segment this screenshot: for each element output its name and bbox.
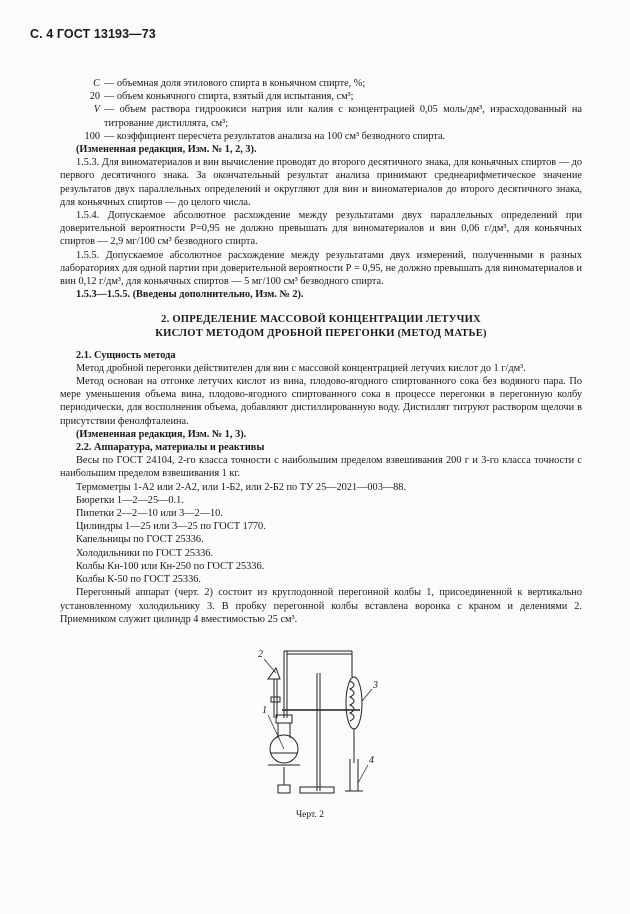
label-4: 4 [369,755,374,766]
variable-definition [60,77,582,90]
subsection-title: 2.2. Аппаратура, материалы и реактивы [76,442,265,454]
subsection-title: 2.1. Сущность метода [76,349,176,361]
equipment-item: Капельницы по ГОСТ 25336. [76,534,204,546]
page-header: С. 4 ГОСТ 13193—73 [30,27,156,41]
section-heading-line: КИСЛОТ МЕТОДОМ ДРОБНОЙ ПЕРЕГОНКИ (МЕТОД МАТЬЕ) [155,328,487,340]
amendment-note: (Измененная редакция, Изм. № 1, 2, 3). [76,144,257,156]
apparatus-svg [240,643,400,803]
variable-definition [60,130,582,143]
label-1: 1 [262,705,267,716]
variable-text: — коэффициент пересчета результатов анализа на 100 см³ безводного спирта. [104,130,446,142]
equipment-item: Термометры 1-А2 или 2-А2, или 1-Б2, или 2-Б2 по ТУ 25—2021—003—88. [76,481,407,493]
paragraph-1-5-4: 1.5.4. Допускаемое абсолютное расхождение между результатами двух параллельных определений при доверительной вероятности Р=0,95 не должно превышать для виноматериалов и вин 0,06 г/дм³, для коньячных спиртов — 2,9 мг/100 см³ безводного спирта. [60,210,582,248]
amendment-note: (Измененная редакция, Изм. № 1, 3). [76,428,247,440]
variable-text: — объем коньячного спирта, взятый для испытания, см³; [104,91,354,103]
variable-text: — объемная доля этилового спирта в коньячном спирте, %; [104,78,366,89]
variable-definition [60,90,582,103]
document-body [60,77,582,626]
variable-definition [60,103,582,129]
paragraph-1-5-3: 1.5.3. Для виноматериалов и вин вычисление проводят до второго десятичного знака, для коньячных спиртов — до первого десятичного знака. За окончательный результат анализа принимают среднеарифметическое значение результатов двух параллельных определений и округляют для вин и виноматериалов до второго десятичного знака, для коньячных спиртов — до целого числа. [60,157,582,208]
variable-symbol: С [93,78,100,89]
variable-text: — объем раствора гидроокиси натрия или калия с концентрацией 0,05 моль/дм³, израсходованный на титрование дистиллята, см³; [104,104,582,129]
section-heading [60,313,582,340]
funnel-top [268,668,280,679]
variable-symbol: 20 [89,91,100,103]
apparatus-description: Перегонный аппарат (черт. 2) состоит из круглодонной перегонной колбы 1, присоединенной к вертикально установленному холодильнику 3. В пробку перегонной колбы вставлена воронка с краном и делениями 2. Приемником служит цилиндр 4 вместимостью 25 см³. [60,587,582,625]
equipment-item: Холодильники по ГОСТ 25336. [76,547,214,559]
variable-symbol: V [93,104,100,116]
paragraph-1-5-5: 1.5.5. Допускаемое абсолютное расхождение между результатами двух измерений, полученными в разных лабораториях для одной партии при доверительной вероятности Р = 0,95, не должно превышать для виноматериалов и вин 0,12 г/дм³, для коньячных спиртов — 5 мг/100 см³ безводного спирта. [60,249,582,288]
paragraph: Метод дробной перегонки действителен для вин с массовой концентрацией летучих кислот до 1 г/дм³. [76,362,526,374]
section-heading-line: 2. ОПРЕДЕЛЕНИЕ МАССОВОЙ КОНЦЕНТРАЦИИ ЛЕТУЧИХ [161,314,481,326]
leader-line-2 [264,659,276,673]
equipment-item: Бюретки 1—2—25—0.1. [76,494,184,506]
paragraph: Весы по ГОСТ 24104, 2-го класса точности с наибольшим пределом взвешивания 200 г и 3-го класса точности с наибольшим пределом взвешивания 1 кг. [60,455,582,480]
variable-symbol: 100 [84,130,100,142]
equipment-item: Пипетки 2—2—10 или 3—2—10. [76,508,223,520]
amendment-note: 1.5.3—1.5.5. (Введены дополнительно, Изм. № 2). [76,289,304,301]
leader-line-3 [362,689,372,701]
label-2: 2 [258,649,263,660]
equipment-item: Цилиндры 1—25 или 3—25 по ГОСТ 1770. [76,521,266,533]
condenser-coil [350,681,354,721]
burner-base [278,785,290,793]
label-3: 3 [373,680,378,691]
funnel-stopcock [271,697,280,702]
leader-line-4 [358,765,368,783]
distillation-apparatus-drawing [240,643,400,803]
paragraph: Метод основан на отгонке летучих кислот из вина, плодово-ягодного спиртованного сока без водяного пара. По мере уменьшения объема вина, плодово-ягодного спиртованного сока в процессе перегонки в перегонную колбу периодически, для восполнения объема, добавляют дистиллированную воду. Дистиллят титруют раствором щелочи в присутствии фенолфталеина. [60,376,582,427]
figure-caption: Черт. 2 [296,810,324,820]
equipment-item: Колбы К-50 по ГОСТ 25336. [76,574,201,586]
equipment-item: Колбы Кн-100 или Кн-250 по ГОСТ 25336. [76,560,265,572]
